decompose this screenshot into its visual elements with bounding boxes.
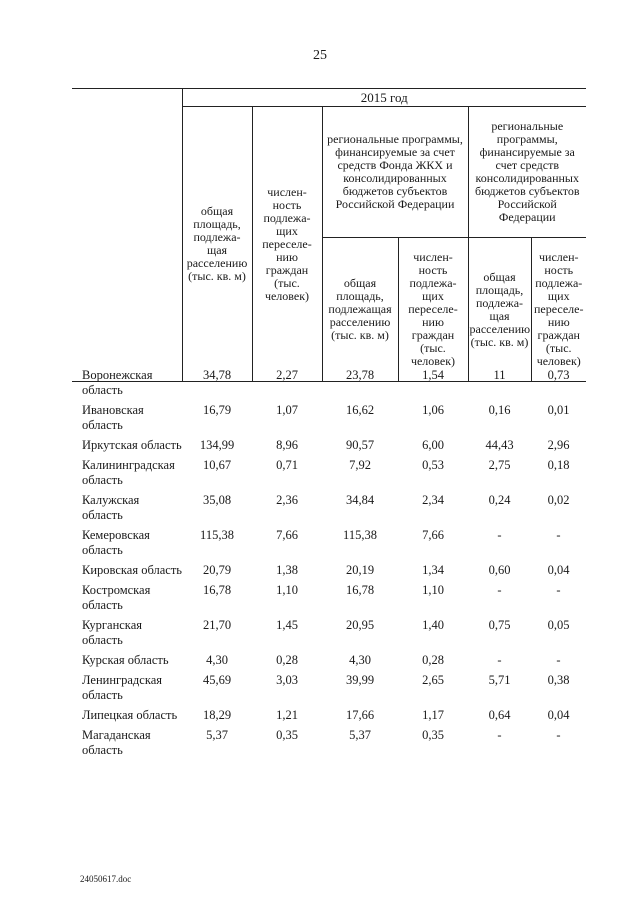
value-cell: 23,78 (345, 368, 375, 382)
value-cell: 7,92 (349, 458, 371, 472)
value-cell: 1,38 (276, 563, 298, 577)
value-cell: 16,62 (345, 403, 375, 417)
value-cell: 7,66 (276, 528, 298, 542)
region-name: Магаданская область (82, 728, 151, 757)
value-cell: 0,38 (547, 673, 570, 687)
value-cell: 0,75 (488, 618, 511, 632)
value-cell: - (556, 653, 561, 667)
value-cell: 2,65 (422, 673, 444, 687)
region-name: Воронежская область (82, 368, 153, 397)
value-cell: 0,60 (488, 563, 511, 577)
region-name: Ленинградская область (82, 673, 163, 702)
value-cell: 0,73 (547, 368, 570, 382)
value-cell: - (556, 583, 561, 597)
table-row (72, 653, 586, 673)
value-cell: 17,66 (345, 708, 375, 722)
table-row (72, 493, 586, 528)
value-cell: 0,28 (422, 653, 444, 667)
table-row (72, 438, 586, 458)
value-cell: 0,35 (276, 728, 298, 742)
header-total-people: числен-ность подлежа-щих переселе-нию граждан (тыс. человек) (252, 107, 322, 382)
value-cell: - (497, 583, 502, 597)
value-cell: 3,03 (276, 673, 298, 687)
region-name: Липецкая область (82, 708, 178, 722)
table-row (72, 368, 586, 403)
value-cell: 0,53 (422, 458, 444, 472)
value-cell: 0,28 (276, 653, 298, 667)
value-cell: 21,70 (202, 618, 232, 632)
value-cell: 0,18 (547, 458, 570, 472)
header-cons-people: числен-ность подлежа-щих переселе-нию граждан (тыс. человек) (531, 238, 586, 382)
table-row (72, 708, 586, 728)
value-cell: 7,66 (422, 528, 444, 542)
value-cell: 134,99 (199, 438, 235, 452)
value-cell: 2,34 (422, 493, 444, 507)
value-cell: 35,08 (202, 493, 232, 507)
value-cell: - (556, 528, 561, 542)
value-cell: 0,01 (547, 403, 570, 417)
value-cell: 20,95 (345, 618, 375, 632)
header-total-area: общая площадь, подлежа-щая расселению (тыс. кв. м) (182, 107, 252, 382)
value-cell: 2,75 (488, 458, 511, 472)
region-name: Костромская область (82, 583, 151, 612)
value-cell: 115,38 (343, 528, 377, 542)
value-cell: 6,00 (422, 438, 444, 452)
data-table (72, 368, 586, 763)
document-filename: 24050617.doc (80, 874, 132, 884)
value-cell: 1,21 (276, 708, 298, 722)
region-name: Иркутская область (82, 438, 182, 452)
region-name: Кемеровская область (82, 528, 150, 557)
value-cell: 0,35 (422, 728, 444, 742)
table-row (72, 673, 586, 708)
table-row (72, 458, 586, 493)
header-fund-area: общая площадь, подлежащая расселению (тыс. кв. м) (322, 238, 398, 382)
value-cell: 1,10 (422, 583, 444, 597)
value-cell: 2,36 (276, 493, 298, 507)
value-cell: 10,67 (202, 458, 232, 472)
table-header (72, 88, 586, 382)
value-cell: 39,99 (345, 673, 375, 687)
value-cell: 34,78 (202, 368, 232, 382)
value-cell: 1,34 (422, 563, 444, 577)
value-cell: 8,96 (276, 438, 298, 452)
value-cell: 1,10 (276, 583, 298, 597)
value-cell: 4,30 (349, 653, 371, 667)
page-number: 25 (313, 48, 327, 63)
header-consolidated-group: региональные программы, финансируемые за счет средств консолидированных бюджетов субъектов Российской Федерации (468, 107, 586, 238)
table-row (72, 403, 586, 438)
value-cell: 0,02 (547, 493, 570, 507)
value-cell: 0,64 (488, 708, 511, 722)
region-name: Курская область (82, 653, 169, 667)
value-cell: 5,71 (488, 673, 511, 687)
value-cell: 115,38 (200, 528, 234, 542)
value-cell: 20,79 (202, 563, 232, 577)
region-name: Калининградская область (82, 458, 175, 487)
value-cell: 1,54 (422, 368, 444, 382)
value-cell: 4,30 (206, 653, 228, 667)
table-row (72, 728, 586, 763)
value-cell: 0,24 (488, 493, 511, 507)
value-cell: 34,84 (345, 493, 375, 507)
value-cell: - (556, 728, 561, 742)
value-cell: 5,37 (349, 728, 371, 742)
value-cell: 20,19 (345, 563, 375, 577)
header-fund-group: региональные программы, финансируемые за счет средств Фонда ЖКХ и консолидированных бюджетов субъектов Российской Федерации (322, 107, 468, 238)
value-cell: 16,78 (202, 583, 232, 597)
value-cell: 18,29 (202, 708, 232, 722)
value-cell: 5,37 (206, 728, 228, 742)
value-cell: 90,57 (345, 438, 375, 452)
value-cell: 0,04 (547, 708, 570, 722)
header-corner (72, 89, 182, 382)
value-cell: 11 (493, 368, 506, 382)
table-row (72, 618, 586, 653)
value-cell: 1,06 (422, 403, 444, 417)
value-cell: 0,04 (547, 563, 570, 577)
region-name: Калужская область (82, 493, 140, 522)
data-table-body (72, 368, 586, 763)
value-cell: 1,40 (422, 618, 444, 632)
table-row (72, 563, 586, 583)
value-cell: 1,45 (276, 618, 298, 632)
header-year: 2015 год (182, 89, 586, 107)
value-cell: 45,69 (202, 673, 232, 687)
table-row (72, 528, 586, 563)
value-cell: - (497, 653, 502, 667)
value-cell: - (497, 728, 502, 742)
value-cell: 2,27 (276, 368, 298, 382)
value-cell: 2,96 (547, 438, 570, 452)
region-name: Курганская область (82, 618, 142, 647)
table-row (72, 583, 586, 618)
value-cell: 1,07 (276, 403, 298, 417)
header-fund-people: числен-ность подлежа-щих переселе-нию граждан (тыс. человек) (398, 238, 468, 382)
value-cell: 16,78 (345, 583, 375, 597)
region-name: Кировская область (82, 563, 183, 577)
value-cell: - (497, 528, 502, 542)
value-cell: 16,79 (202, 403, 232, 417)
value-cell: 0,16 (488, 403, 511, 417)
value-cell: 0,05 (547, 618, 570, 632)
value-cell: 1,17 (422, 708, 444, 722)
value-cell: 0,71 (276, 458, 298, 472)
value-cell: 44,43 (485, 438, 514, 452)
region-name: Ивановская область (82, 403, 144, 432)
header-cons-area: общая площадь, подлежа-щая расселению (тыс. кв. м) (468, 238, 531, 382)
